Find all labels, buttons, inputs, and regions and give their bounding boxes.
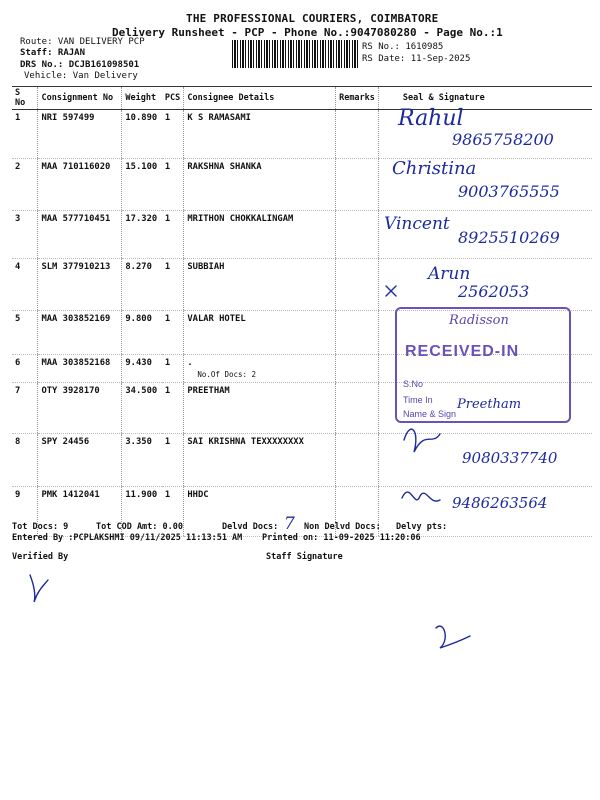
row-pcs-text: 1 xyxy=(164,162,171,172)
row2-phone: 9003765555 xyxy=(458,182,560,201)
col-pcs: PCS xyxy=(162,87,184,110)
document-subtitle: Delivery Runsheet - PCP - Phone No.:9047080280 - Page No.:1 xyxy=(112,26,503,39)
col-sno: S No xyxy=(12,87,38,110)
row-pcs-text: 1 xyxy=(164,437,171,447)
verified-by-label: Verified By xyxy=(12,552,69,562)
col-consignment: Consignment No xyxy=(38,87,122,110)
row2-name: Christina xyxy=(392,158,477,179)
non-delivered-docs: Non Delvd Docs: xyxy=(304,522,381,532)
row-sno-text: 4 xyxy=(15,262,21,272)
delivery-points: Delvy pts: xyxy=(396,522,448,532)
row-pcs-text: 1 xyxy=(164,214,171,224)
rs-number: RS No.: 1610985 xyxy=(362,42,444,52)
row-pcs-text: 1 xyxy=(164,262,171,272)
row-sno-text: 3 xyxy=(15,214,21,224)
row-consignee-text: . xyxy=(187,358,193,368)
col-remarks: Remarks xyxy=(336,87,379,110)
stamp-time-label: Time In xyxy=(403,395,433,405)
stamp-name-label: Name & Sign xyxy=(403,409,457,419)
received-stamp xyxy=(395,307,571,423)
row-weight-text: 10.890 xyxy=(125,113,158,123)
drs-number: DRS No.: DCJB161098501 xyxy=(20,60,140,70)
total-docs: Tot Docs: 9 xyxy=(12,522,69,532)
total-cod: Tot COD Amt: 0.00 xyxy=(96,522,183,532)
row-consignee-text: K S RAMASAMI xyxy=(187,113,251,123)
row-weight-text: 9.430 xyxy=(125,358,152,368)
row-weight-text: 17.320 xyxy=(125,214,158,224)
stamp-received-text: RECEIVED-IN xyxy=(405,343,520,360)
row-weight-text: 11.900 xyxy=(125,490,158,500)
row9-phone: 9486263564 xyxy=(452,494,548,512)
stamp-signature: Preetham xyxy=(457,397,522,412)
row-consignment-no-text: SPY 24456 xyxy=(41,437,90,447)
row1-signature: Rahul xyxy=(398,106,464,131)
entered-by: Entered By :PCPLAKSHMI 09/11/2025 11:13:51 AM xyxy=(12,533,243,543)
row-sno-text: 8 xyxy=(15,437,21,447)
row8-phone: 9080337740 xyxy=(462,449,558,467)
row-pcs-text: 1 xyxy=(164,490,171,500)
delivered-docs: Delvd Docs: xyxy=(222,522,279,532)
row3-phone: 8925510269 xyxy=(458,228,560,247)
row-sno-text: 6 xyxy=(15,358,21,368)
delivered-count: 7 xyxy=(284,514,295,534)
row-consignee-text: VALAR HOTEL xyxy=(187,314,246,324)
row-weight-text: 34.500 xyxy=(125,386,158,396)
row-consignee-text: HHDC xyxy=(187,490,209,500)
row-doc-count: No.Of Docs: 2 xyxy=(197,370,257,379)
row-consignment-no-text: OTY 3928170 xyxy=(41,386,100,396)
row-consignment-no-text: MAA 577710451 xyxy=(41,214,111,224)
row-consignment-no-text: MAA 710116020 xyxy=(41,162,111,172)
row-consignee-text: RAKSHNA SHANKA xyxy=(187,162,262,172)
row-sno-text: 1 xyxy=(15,113,21,123)
row-pcs-text: 1 xyxy=(164,358,171,368)
row4-signature: Arun xyxy=(428,264,471,284)
row-consignment-no-text: MAA 303852169 xyxy=(41,314,111,324)
row-weight-text: 15.100 xyxy=(125,162,158,172)
row1-phone: 9865758200 xyxy=(452,130,554,149)
col-consignee: Consignee Details xyxy=(184,87,336,110)
row-consignee-text: PREETHAM xyxy=(187,386,230,396)
row-consignment-no-text: SLM 377910213 xyxy=(41,262,111,272)
row-sno-text: 7 xyxy=(15,386,21,396)
row-weight-text: 8.270 xyxy=(125,262,152,272)
row-consignee-text: MRITHON CHOKKALINGAM xyxy=(187,214,294,224)
row-pcs-text: 1 xyxy=(164,113,171,123)
row-sno-text: 9 xyxy=(15,490,21,500)
vehicle-label: Vehicle: Van Delivery xyxy=(24,71,138,81)
row-weight-text: 3.350 xyxy=(125,437,152,447)
row-consignment-no-text: PMK 1412041 xyxy=(41,490,100,500)
staff-label: Staff: RAJAN xyxy=(20,48,86,58)
printed-on: Printed on: 11-09-2025 11:20:06 xyxy=(262,533,421,543)
stamp-hotel-name: Radisson xyxy=(449,313,509,328)
row-weight-text: 9.800 xyxy=(125,314,152,324)
row-pcs-text: 1 xyxy=(164,386,171,396)
row-consignment-no-text: NRI 597499 xyxy=(41,113,95,123)
staff-signature-label: Staff Signature xyxy=(266,552,343,562)
col-weight: Weight xyxy=(122,87,162,110)
rs-date: RS Date: 11-Sep-2025 xyxy=(362,54,471,64)
row-consignee-text: SAI KRISHNA TEXXXXXXXX xyxy=(187,437,304,447)
row-sno-text: 2 xyxy=(15,162,21,172)
row3-name: Vincent xyxy=(384,214,450,234)
row-pcs-text: 1 xyxy=(164,314,171,324)
row-sno-text: 5 xyxy=(15,314,21,324)
col-seal-signature: Seal & Signature xyxy=(378,87,592,110)
row4-phone: 2562053 xyxy=(458,282,530,301)
document-title: THE PROFESSIONAL COURIERS, COIMBATORE xyxy=(186,12,439,25)
row-consignee-text: SUBBIAH xyxy=(187,262,225,272)
row-consignment-no-text: MAA 303852168 xyxy=(41,358,111,368)
stamp-sno-label: S.No xyxy=(403,379,424,389)
route-label: Route: VAN DELIVERY PCP xyxy=(20,37,145,47)
